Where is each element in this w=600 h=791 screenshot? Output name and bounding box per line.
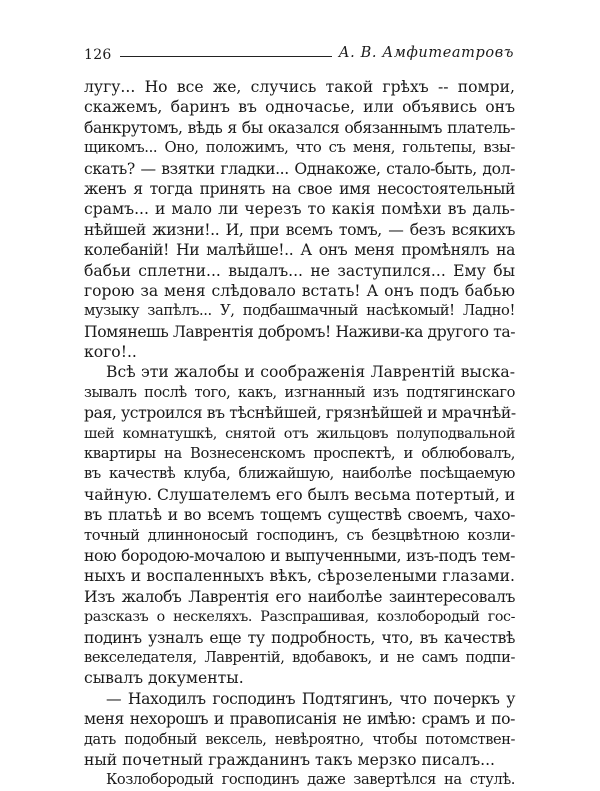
header-rule <box>120 56 332 57</box>
text-line: ныхъ и воспаленныхъ вѣкъ, сѣрозелеными глазами. <box>84 567 515 586</box>
text-line: кого!.. <box>84 343 137 362</box>
text-line: подинъ узналъ еще ту подробность, что, въ качествѣ <box>84 628 515 647</box>
text-line: скать? — взятки гладки... Однакоже, стало-быть, дол- <box>84 159 515 178</box>
text-line: въ платьѣ и во всемъ тощемъ существѣ своемъ, чахо- <box>84 506 515 525</box>
text-line: разсказъ о нескеляхъ. Разспрашивая, козлобородый гос- <box>84 609 515 626</box>
body-text <box>84 77 515 791</box>
text-line: нѣйшей жизни!.. И, при всемъ томъ, — безъ всякихъ <box>84 220 515 239</box>
text-line: въ качествѣ клуба, ближайшую, наиболѣе посѣщаемую <box>84 465 515 483</box>
text-line: лугу... Но все же, случись такой грѣхъ -- помри, <box>84 78 515 96</box>
text-line: женъ я тогда принять на свое имя несостоятельный <box>84 179 515 198</box>
text-line: квартиры на Вознесенскомъ проспектѣ, и облюбовалъ, <box>84 445 515 463</box>
text-line: ною бородою-мочалою и выпученными, изъ-подъ тем- <box>84 546 515 565</box>
text-line: ный почетный гражданинъ такъ мерзко писалъ... <box>84 750 496 769</box>
text-line: Козлобородый господинъ даже завертѣлся на стулѣ. <box>106 771 515 789</box>
text-line: меня нехорошъ и правописанія не имѣю: срамъ и по- <box>84 710 515 729</box>
text-line: рая, устроился въ тѣснѣйшей, грязнѣйшей и мрачнѣй- <box>84 404 516 423</box>
text-line: дать подобный вексель, невѣроятно, чтобы потомствен- <box>84 731 515 748</box>
text-line: сывалъ документы. <box>84 669 244 688</box>
text-line: горою за меня слѣдовало встать! А онъ подъ бабью <box>84 281 515 300</box>
running-head: А. В. Амфитеатровъ <box>338 45 514 61</box>
text-line: срамъ... и мало ли черезъ то какія помѣхи въ даль- <box>84 200 515 219</box>
text-line: бабьи сплетни... выдалъ... не заступился... Ему бы <box>84 261 515 280</box>
text-line: — Находилъ господинъ Подтягинъ, что почеркъ у <box>106 689 515 708</box>
page-number: 126 <box>84 47 112 63</box>
text-line: музыку запѣлъ... У, подбашмачный насѣкомый! Ладно! <box>84 302 515 320</box>
text-line: Помянешь Лаврентія добромъ! Наживи-ка другого та- <box>84 322 516 341</box>
text-line: Изъ жалобъ Лаврентія его наиболѣе заинтересовалъ <box>84 587 515 606</box>
text-line: зывалъ послѣ того, какъ, изгнанный изъ подтягинскаго <box>84 383 515 401</box>
text-line: точный длинноносый господинъ, съ безцвѣтною козли- <box>84 526 515 544</box>
text-line: чайную. Слушателемъ его былъ весьма потертый, и <box>84 485 516 504</box>
text-line: скажемъ, баринъ въ одночасье, или объявись онъ <box>84 98 515 117</box>
text-line: банкрутомъ, вѣдь я бы оказался обязаннымъ платель- <box>84 118 515 137</box>
text-line: Всѣ эти жалобы и соображенія Лаврентій выска- <box>106 363 515 382</box>
text-line: векселедателя, Лаврентій, вдобавокъ, и не самъ подпи- <box>84 648 515 666</box>
text-line: щикомъ... Оно, положимъ, что съ меня, гольтепы, взы- <box>84 139 515 157</box>
page-header <box>84 44 514 64</box>
text-line: колебаній! Ни малѣйше!.. А онъ меня промѣнялъ на <box>84 241 515 260</box>
text-line: шей комнатушкѣ, снятой отъ жильцовъ полуподвальной <box>84 425 515 442</box>
